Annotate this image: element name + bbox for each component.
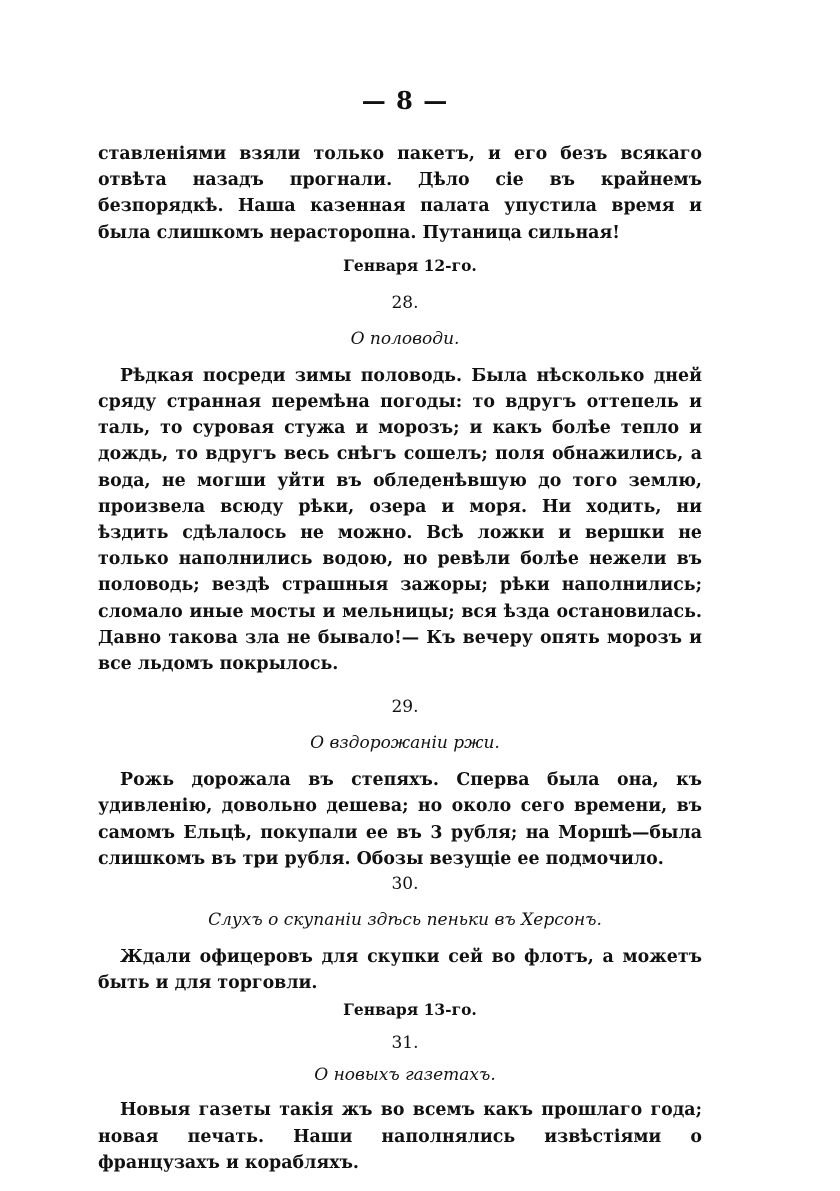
entry-text-30: Ждали офицеровъ для скупки сей во флотъ, а можетъ быть и для торговли. — [98, 947, 702, 994]
page-number: — 8 — — [361, 86, 449, 115]
document-page — [98, 86, 702, 1176]
date-heading-12: Генваря 12-го. — [343, 255, 477, 275]
entry-text-31: Новыя газеты такія жъ во всемъ какъ прошлаго года; новая печать. Наши наполнялись извѣстіями о французахъ и корабляхъ. — [98, 1100, 702, 1173]
entry-number-29: 29. — [391, 697, 419, 718]
entry-title-28: О половоди. — [350, 328, 460, 349]
entry-number-31: 31. — [391, 1033, 419, 1054]
date-heading-13: Генваря 13-го. — [343, 1000, 477, 1020]
intro-paragraph: ставленіями взяли только пакетъ, и его безъ всякаго отвѣта назадъ прогнали. Дѣло сіе въ крайнемъ безпорядкѣ. Наша казенная палата упустила время и была слишкомъ нерасторопна. Путаница сильная! — [98, 144, 702, 243]
entry-number-30: 30. — [391, 874, 419, 895]
entry-text-29: Рожь дорожала въ степяхъ. Сперва была она, къ удивленію, довольно дешева; но около сего времени, въ самомъ Ельцѣ, покупали ее въ 3 рубля; на Моршѣ—была слишкомъ въ три рубля. Обозы везущіе ее подмочило. — [98, 770, 702, 869]
entry-title-30: Слухъ о скупаніи здѣсь пеньки въ Херсонъ. — [208, 910, 602, 931]
entry-text-28: Рѣдкая посреди зимы половодь. Была нѣсколько дней сряду странная перемѣна погоды: то вдругъ оттепель и таль, то суровая стужа и морозъ; и какъ болѣе тепло и дождь, то вдругъ весь снѣгъ сошелъ; поля обнажились, а вода, не могши уйти въ обледенѣвшую до того землю, произвела всюду рѣки, озера и моря. Ни ходить, ни ѣздить сдѣлалось не можно. Всѣ ложки и вершки не только наполнились водою, но ревѣли болѣе нежели въ половодь; вездѣ страшныя зажоры; рѣки наполнились; сломало иные мосты и мельницы; вся ѣзда остановилась. Давно такова зла не бывало!— Къ вечеру опять морозъ и все льдомъ покрылось. — [98, 365, 702, 675]
entry-title-29: О вздорожаніи ржи. — [310, 733, 500, 754]
entry-number-28: 28. — [391, 292, 419, 313]
entry-title-31: О новыхъ газетахъ. — [314, 1065, 496, 1086]
